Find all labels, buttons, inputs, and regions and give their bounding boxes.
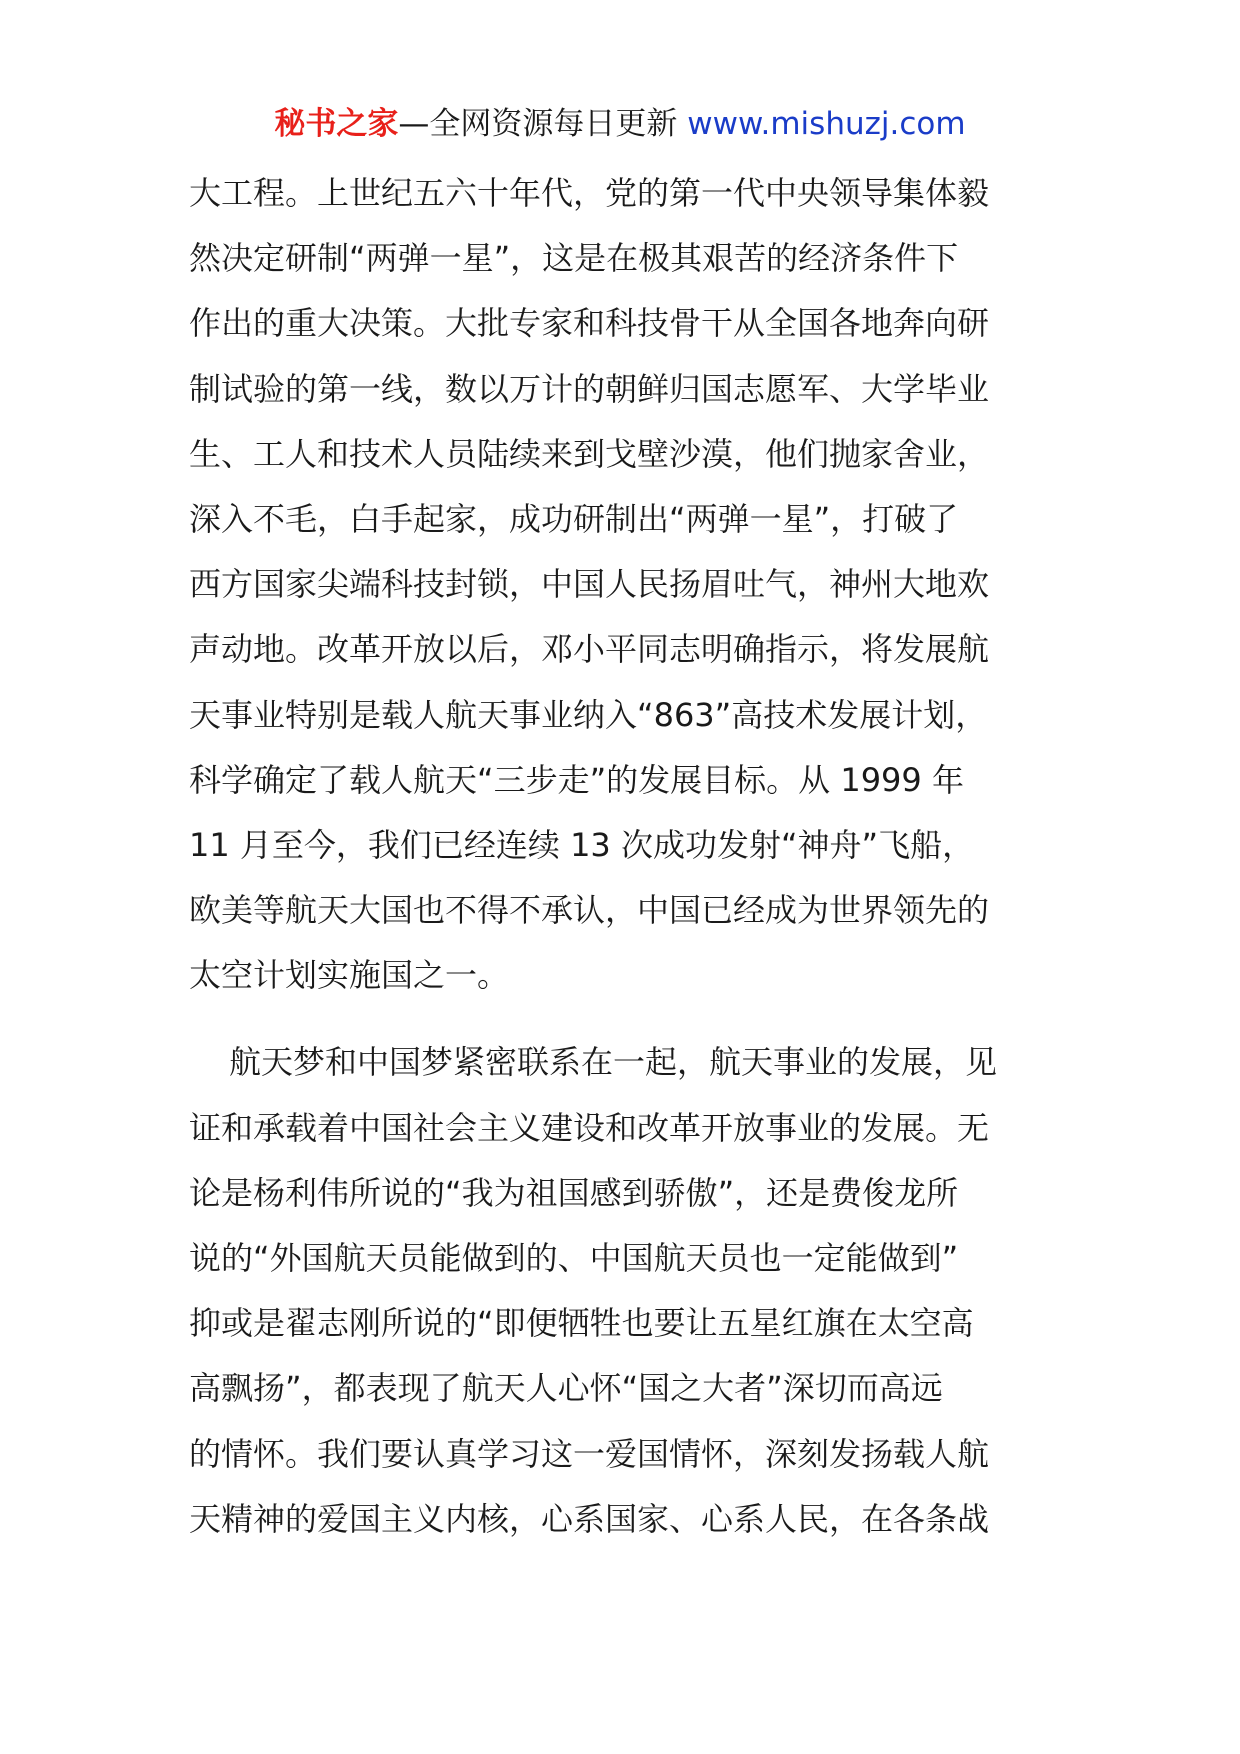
text-line: 科学确定了载人航天“三步走”的发展目标。从 1999 年 — [189, 760, 964, 799]
text-line: 大工程。上世纪五六十年代，党的第一代中央领导集体毅 — [189, 174, 990, 212]
site-tagline: —全网资源每日更新 — [398, 106, 688, 142]
site-header — [0, 100, 1240, 148]
text-line: 深入不毛，白手起家，成功研制出“两弹一星”，打破了 — [189, 499, 959, 538]
text-line: 制试验的第一线，数以万计的朝鲜归国志愿军、大学毕业 — [189, 369, 990, 408]
text-line: 天精神的爱国主义内核，心系国家、心系人民，在各条战 — [189, 1499, 990, 1538]
paragraph-1 — [189, 161, 1069, 1008]
text-line: 西方国家尖端科技封锁，中国人民扬眉吐气，神州大地欢 — [189, 565, 990, 604]
site-url-link[interactable]: www.mishuzj.com — [687, 106, 966, 142]
text-line: 作出的重大决策。大批专家和科技骨干从全国各地奔向研 — [189, 304, 990, 343]
document-body — [189, 161, 1069, 1552]
paragraph-2 — [189, 1030, 1069, 1552]
text-line: 航天梦和中国梦紧密联系在一起，航天事业的发展，见 — [229, 1043, 998, 1082]
text-line: 然决定研制“两弹一星”，这是在极其艰苦的经济条件下 — [189, 239, 959, 278]
text-line: 证和承载着中国社会主义建设和改革开放事业的发展。无 — [189, 1108, 990, 1147]
text-line: 天事业特别是载人航天事业纳入“863”高技术发展计划， — [189, 695, 988, 734]
paragraph-spacer — [189, 1008, 1069, 1030]
text-line: 说的“外国航天员能做到的、中国航天员也一定能做到” — [189, 1239, 959, 1277]
text-line: 声动地。改革开放以后，邓小平同志明确指示，将发展航 — [189, 630, 990, 669]
text-line: 的情怀。我们要认真学习这一爱国情怀，深刻发扬载人航 — [189, 1434, 990, 1473]
text-line: 抑或是翟志刚所说的“即便牺牲也要让五星红旗在太空高 — [189, 1304, 974, 1343]
text-line: 欧美等航天大国也不得不承认，中国已经成为世界领先的 — [189, 891, 990, 930]
text-line: 太空计划实施国之一。 — [189, 956, 510, 995]
text-line: 11 月至今，我们已经连续 13 次成功发射“神舟”飞船， — [189, 825, 975, 864]
text-line: 生、工人和技术人员陆续来到戈壁沙漠，他们抛家舍业， — [189, 434, 990, 473]
text-line: 论是杨利伟所说的“我为祖国感到骄傲”，还是费俊龙所 — [189, 1173, 959, 1212]
site-brand: 秘书之家 — [274, 106, 399, 142]
text-line: 高飘扬”，都表现了航天人心怀“国之大者”深切而高远 — [189, 1369, 943, 1408]
